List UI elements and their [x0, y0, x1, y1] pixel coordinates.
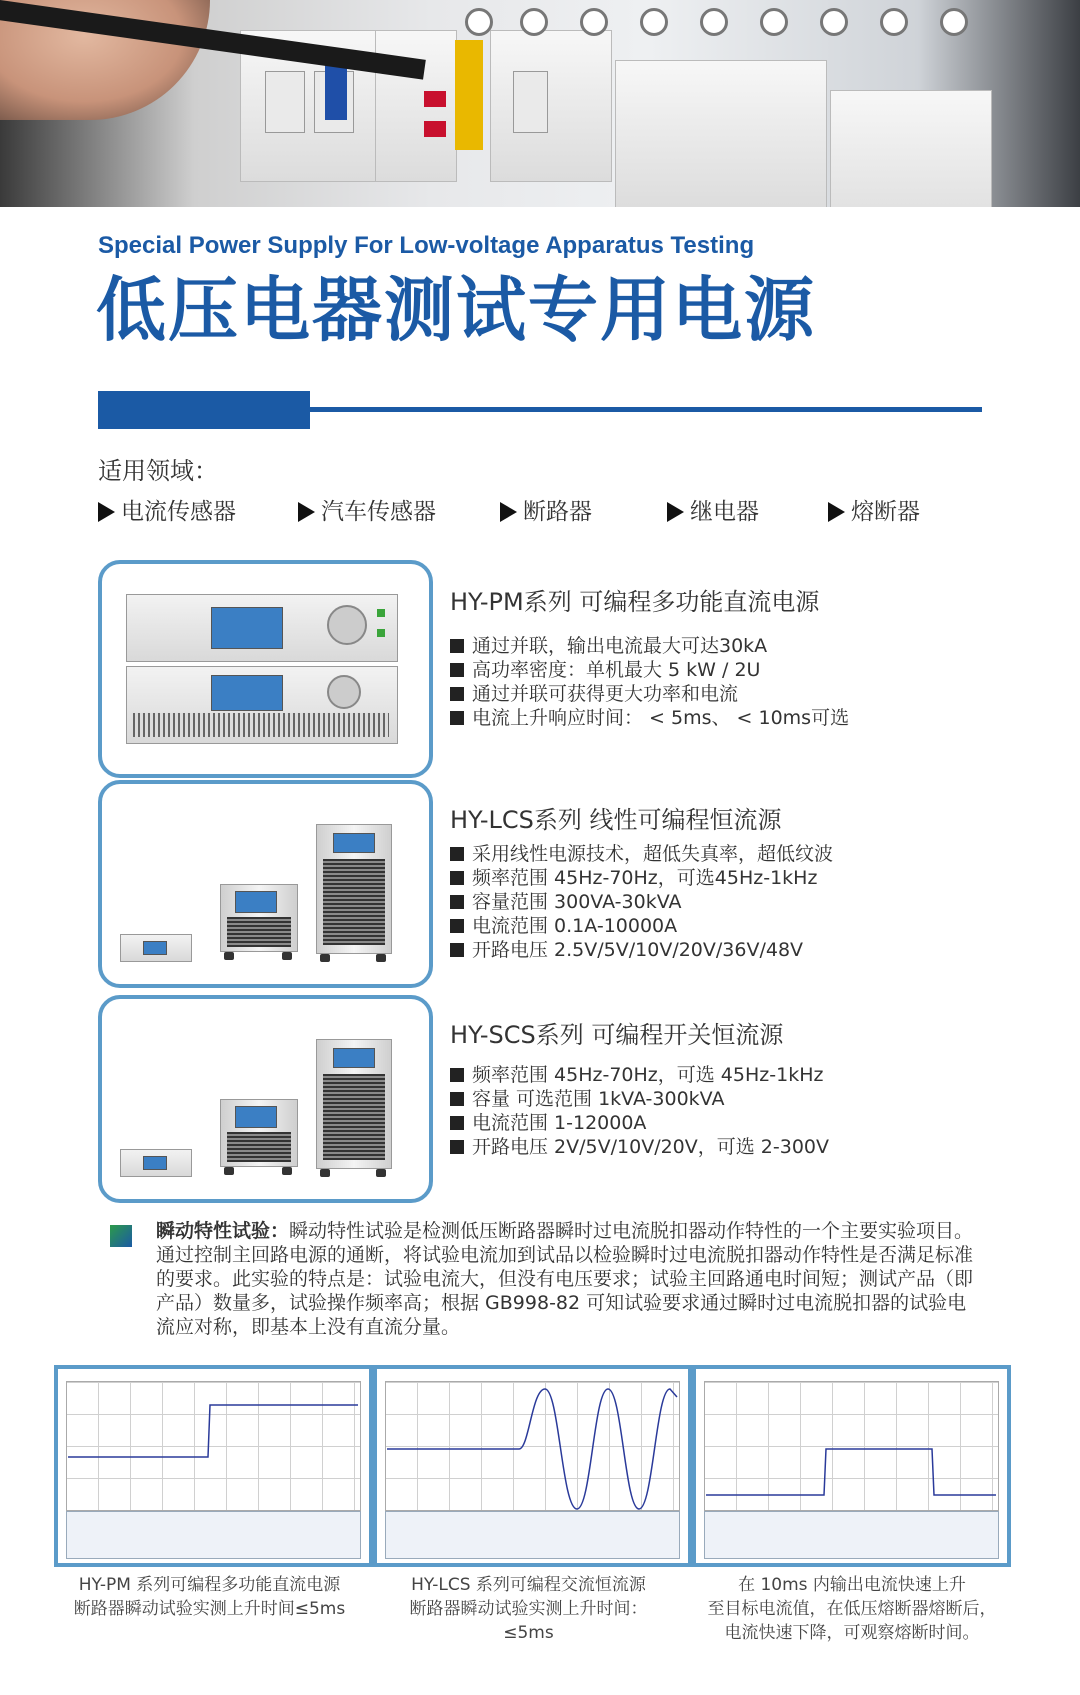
- oscilloscope-screenshot-ac-sine: [373, 1365, 692, 1567]
- square-bullet-icon: [450, 663, 464, 677]
- square-bullet-icon: [450, 639, 464, 653]
- circuit-breaker: [490, 30, 612, 182]
- sine-waveform: [377, 1369, 688, 1563]
- title-bar-thin: [310, 407, 982, 412]
- list-item: 容量 可选范围 1kVA-300kVA: [450, 1087, 829, 1111]
- scope-caption: HY-LCS 系列可编程交流恒流源 断路器瞬动试验实测上升时间： ≤5ms: [409, 1575, 648, 1643]
- square-bullet-icon: [450, 1092, 464, 1106]
- rack-power-supply: [126, 666, 398, 744]
- list-item: 容量范围 300VA-30kVA: [450, 890, 833, 914]
- description-label: 瞬动特性试验：: [156, 1220, 290, 1242]
- cabinet-unit: [220, 1099, 298, 1167]
- feature-list-hy-pm: [450, 634, 849, 730]
- triangle-bullet-icon: [298, 502, 315, 522]
- page-title: 低压电器测试专用电源: [96, 269, 816, 351]
- oscilloscope-screenshot-fuse-blow: [692, 1365, 1011, 1567]
- pulse-waveform: [696, 1369, 1007, 1563]
- benchtop-unit: [120, 934, 192, 962]
- breaker-cap: [325, 60, 347, 120]
- square-bullet-icon: [450, 1140, 464, 1154]
- application-item: 断路器: [500, 493, 592, 526]
- square-bullet-icon: [450, 687, 464, 701]
- list-item: 频率范围 45Hz-70Hz，可选 45Hz-1kHz: [450, 1063, 829, 1087]
- circuit-breaker: [830, 90, 992, 207]
- list-item: 电流范围 0.1A-10000A: [450, 914, 833, 938]
- circuit-breaker: [615, 60, 827, 207]
- description-paragraph: [156, 1219, 976, 1339]
- cabinet-unit: [220, 884, 298, 952]
- square-bullet-icon: [450, 711, 464, 725]
- triangle-bullet-icon: [98, 502, 115, 522]
- rack-power-supply: [126, 594, 398, 662]
- feature-list-hy-scs: [450, 1063, 829, 1159]
- description-text: 瞬动特性试验是检测低压断路器瞬时过电流脱扣器动作特性的一个主要实验项目。通过控制主回路电源的通断，将试验电流加到试品以检验瞬时过电流脱扣器动作特性是否满足标准的要求。此实验的特点是：试验电流大，但没有电压要求；试验主回路通电时间短；测试产品（即产品）数量多，试验操作频率高；根据 GB998-82 可知试验要求通过瞬时过电流脱扣器的试验电流应对称，即基本上没有直流分量。: [156, 1220, 974, 1338]
- list-item: 开路电压 2V/5V/10V/20V，可选 2-300V: [450, 1135, 829, 1159]
- triangle-bullet-icon: [667, 502, 684, 522]
- list-item: 通过并联可获得更大功率和电流: [450, 682, 849, 706]
- list-item: 电流范围 1-12000A: [450, 1111, 829, 1135]
- product-title-hy-lcs: HY-LCS系列 线性可编程恒流源: [450, 806, 782, 834]
- benchtop-unit: [120, 1149, 192, 1177]
- square-bullet-icon: [450, 943, 464, 957]
- list-item: 采用线性电源技术，超低失真率，超低纹波: [450, 842, 833, 866]
- square-bullet-icon: [450, 895, 464, 909]
- cabinet-unit: [316, 824, 392, 954]
- list-item: 开路电压 2.5V/5V/10V/20V/36V/48V: [450, 938, 833, 962]
- scope-caption: HY-PM 系列可编程多功能直流电源 断路器瞬动试验实测上升时间≤5ms: [73, 1575, 346, 1619]
- product-image-hy-scs: [98, 995, 433, 1203]
- scope-caption: 在 10ms 内输出电流快速上升 至目标电流值，在低压熔断器熔断后， 电流快速下降，可观察熔断时间。: [707, 1575, 997, 1643]
- warning-label: [455, 40, 483, 150]
- list-item: 通过并联，输出电流最大可达30kA: [450, 634, 849, 658]
- list-item: 高功率密度：单机最大 5 kW / 2U: [450, 658, 849, 682]
- circuit-breaker: [375, 30, 457, 182]
- product-title-hy-pm: HY-PM系列 可编程多功能直流电源: [450, 588, 820, 616]
- square-bullet-icon: [450, 871, 464, 885]
- square-bullet-icon: [450, 847, 464, 861]
- product-title-hy-scs: HY-SCS系列 可编程开关恒流源: [450, 1021, 784, 1049]
- product-image-hy-pm: [98, 560, 433, 778]
- applications-title: 适用领域：: [98, 457, 218, 485]
- feature-list-hy-lcs: [450, 842, 833, 962]
- application-item: 电流传感器: [98, 493, 236, 526]
- subtitle-english: Special Power Supply For Low-voltage Apparatus Testing: [98, 232, 755, 259]
- hero-photo: [0, 0, 1080, 207]
- square-bullet-icon: [450, 919, 464, 933]
- step-waveform: [58, 1369, 369, 1563]
- triangle-bullet-icon: [500, 502, 517, 522]
- oscilloscope-screenshot-dc-step: [54, 1365, 373, 1567]
- product-image-hy-lcs: [98, 780, 433, 988]
- application-item: 汽车传感器: [298, 493, 436, 526]
- cabinet-unit: [316, 1039, 392, 1169]
- application-item: 继电器: [667, 493, 759, 526]
- section-marker-icon: [110, 1225, 132, 1247]
- square-bullet-icon: [450, 1116, 464, 1130]
- list-item: 频率范围 45Hz-70Hz，可选45Hz-1kHz: [450, 866, 833, 890]
- square-bullet-icon: [450, 1068, 464, 1082]
- title-bar-thick: [98, 391, 310, 429]
- application-item: 熔断器: [828, 493, 920, 526]
- triangle-bullet-icon: [828, 502, 845, 522]
- list-item: 电流上升响应时间： < 5ms、 < 10ms可选: [450, 706, 849, 730]
